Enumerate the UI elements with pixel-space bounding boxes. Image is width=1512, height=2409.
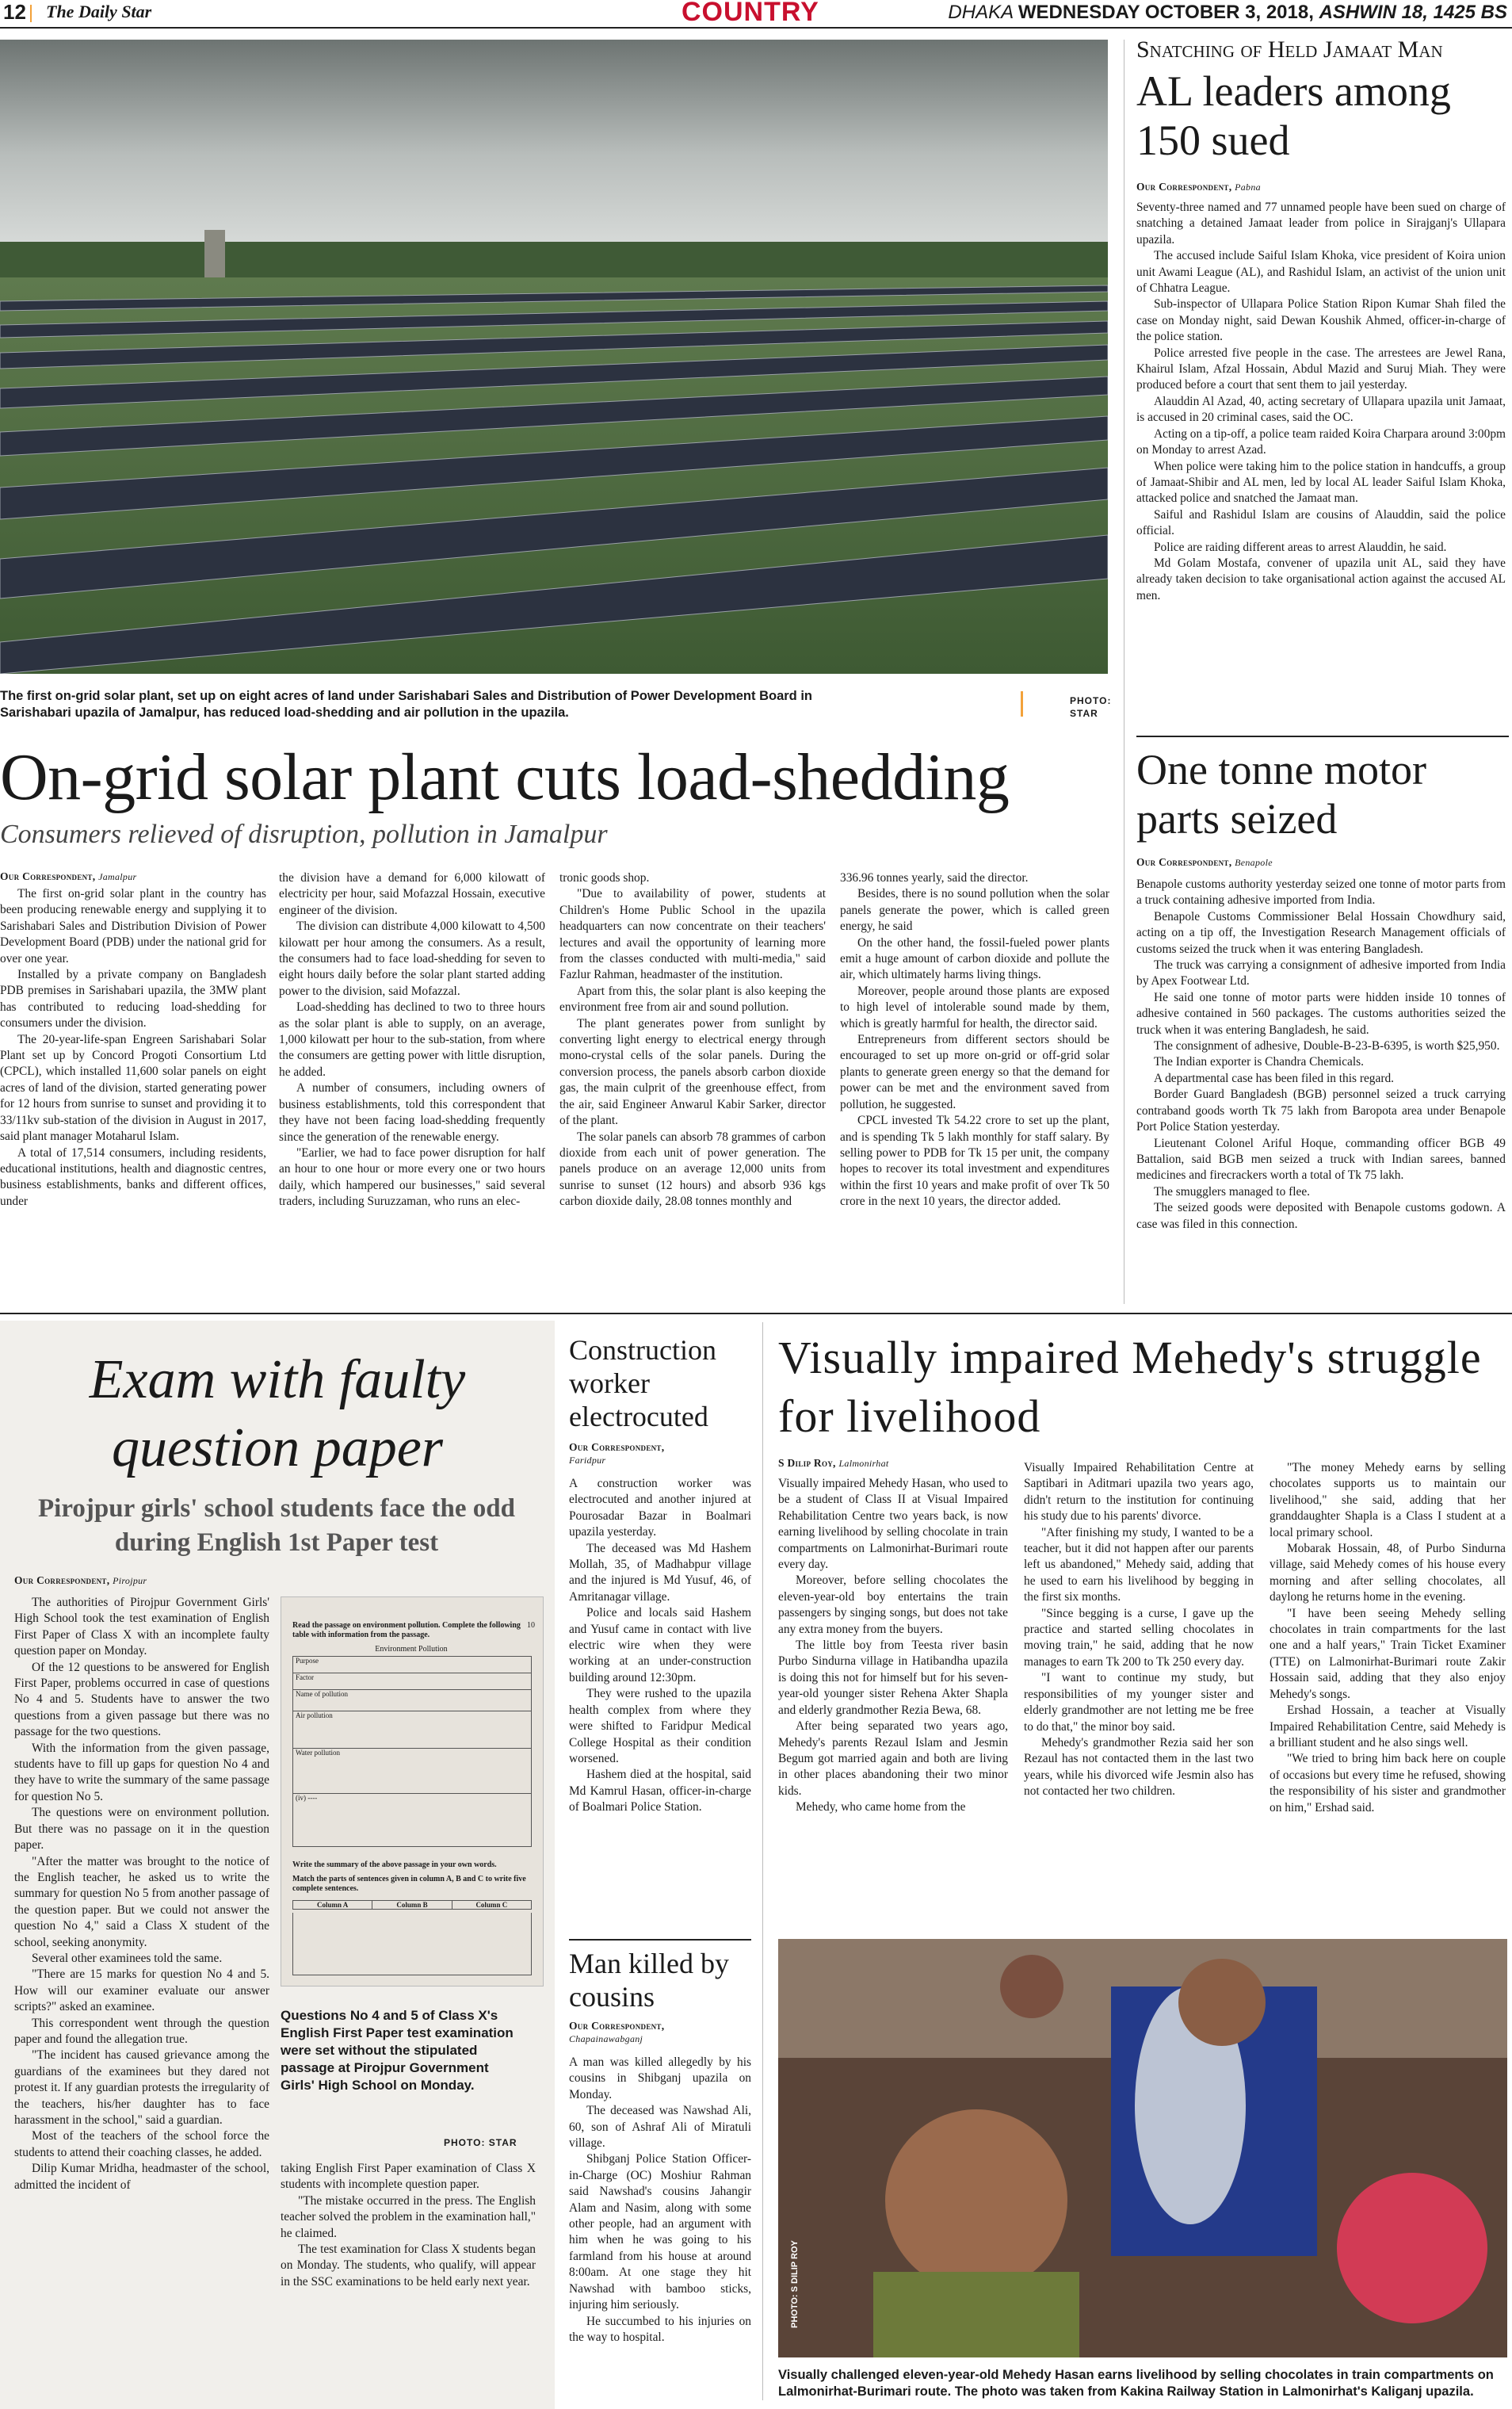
paragraph: "Earlier, we had to face power disruption for half an hour to one hour or more every one or two hours daily, which hampered our businesses," said several traders, including Suruzzaman, who runs an elec-: [279, 1145, 545, 1209]
table-row: Factor: [293, 1673, 531, 1690]
paragraph: Lieutenant Colonel Ariful Hoque, commanding officer BGB 49 Battalion, said BGB men seized a truck with Indian sarees, banned medicines and firecrackers worth a total of Tk 75 lakh.: [1136, 1136, 1506, 1183]
motor-byline: [1136, 856, 1273, 869]
solar-column-1: [0, 886, 266, 1210]
question-paper-table-title: Environment Pollution: [375, 1645, 448, 1654]
paragraph: "Since begging is a curse, I gave up the practice and started selling chocolates in moving train," he said, adding that he now manages to earn Tk 200 to Tk 250 every day.: [1024, 1606, 1254, 1669]
exam-photo-caption: Questions No 4 and 5 of Class X's English First Paper test examination were set without the stipulated passage at Pirojpur Government Girls' High School on Monday.: [281, 2008, 514, 2093]
paragraph: The 20-year-life-span Engreen Sarishabari Solar Plant set up by Concord Progoti Consortium Ltd (CPCL), which installed 11,600 solar panels on eight acres of land of the division, started generating power for 12 hours from sunrise to sunset and providing it to 33/11kv sub-station of the division in August in 2017, said plant manager Motaharul Islam.: [0, 1032, 266, 1144]
paragraph: Several other examinees told the same.: [32, 1951, 223, 1965]
paragraph: "I have been seeing Mehedy selling chocolates in train compartments for the last one and a half years," Train Ticket Examiner (TTE) on Lalmonirhat-Burimari route Zakir Hossain said, adding that they also enjoy Mehedy's songs.: [1270, 1606, 1506, 1701]
paragraph: Police arrested five people in the case. The arrestees are Jewel Rana, Khairul Islam, Afzal Hossain, Abdul Mazid and Suruj Miah. They were produced before a court that sent them to jail yesterday.: [1136, 346, 1506, 392]
paragraph: "We tried to bring him back here on couple of occasions but every time he refused, showing the responsibility of his sister and grandmother on him," Ershad said.: [1270, 1752, 1506, 1814]
paragraph: Benapole customs authority yesterday seized one tonne of motor parts from a truck containing adhesive imported from India.: [1136, 878, 1506, 908]
solar-plant-photo: [0, 40, 1108, 674]
mehedy-image: [778, 1939, 1507, 2357]
column-rule: [762, 1322, 763, 2400]
paragraph: "The money Mehedy earns by selling chocolates supports us to maintain our livelihood," she said, adding that her granddaughter Shapla is a Class I student at a local primary school.: [1270, 1461, 1506, 1539]
paragraph: Benapole Customs Commissioner Belal Hossain Chowdhury said, acting on a tip off, the Investigation Research Management officials of customs seized the truck when it was entering Bangladesh.: [1136, 909, 1506, 956]
paragraph: A number of consumers, including owners of business establishments, told this correspondent that they have not been facing load-shedding frequently since the generation of the renewable energy.: [279, 1081, 545, 1144]
paragraph: Hashem died at the hospital, said Md Kamrul Hasan, officer-in-charge of Boalmari Police Station.: [569, 1768, 751, 1814]
paragraph: Moreover, people around those plants are exposed to high level of intolerable sound made by them, which is greatly harmful for health, the director said.: [840, 984, 1109, 1031]
question-paper-marks: 10: [527, 1621, 535, 1630]
paragraph: He succumbed to his injuries on the way to hospital.: [569, 2314, 751, 2344]
paragraph: The authorities of Pirojpur Government Girls' High School took the test examination of English First Paper of Class X with an incomplete faulty question paper on Monday.: [14, 1596, 269, 1658]
paragraph: The plant generates power from sunlight by converting light energy to electrical energy through mono-crystal cells of the solar panels. During the conversion process, the panels absorb carbon dioxide gas, the main culprit of the greenhouse effect, from the air, said Engineer Anwarul Kabir Sarker, director of the plant.: [559, 1016, 826, 1128]
byline-place: Chapainawabganj: [569, 2033, 643, 2044]
byline-place: Jamalpur: [98, 871, 137, 882]
photo-credit: PHOTO: STAR: [1070, 695, 1112, 719]
paragraph: When police were taking him to the police station in handcuffs, a group of Jamaat-Shibir and AL men, led by local AL leader Saiful Islam Khoka, attacked police and snatched the Jamaat man.: [1136, 459, 1506, 506]
construction-body: [569, 1476, 751, 1816]
byline-name: Our Correspondent,: [569, 1441, 665, 1453]
solar-column-4: [840, 870, 1109, 1210]
paragraph: Alauddin Al Azad, 40, acting secretary of Ullapara upazila unit Jamaat, is accused in 20 criminal cases, said the OC.: [1136, 394, 1506, 425]
table-row: Air pollution: [293, 1711, 531, 1749]
page-separator: [0, 1313, 1512, 1314]
paragraph: "After the matter was brought to the notice of the English teacher, he asked us to write the summary for question No 5 from another passage of the question paper. But we could not answer the question No 4," said a Class X student of the school, seeking anonymity.: [14, 1854, 269, 1949]
killed-body: [569, 2055, 751, 2346]
paragraph: Shibganj Police Station Officer-in-Charge (OC) Moshiur Rahman said Nawshad's cousins Jahangir Alam and Nasim, along with some other people, had an argument with him when he was going to his farmland from his house at around 8:00am. At one stage they hit Nawshad with bamboo sticks, injuring him seriously.: [569, 2152, 751, 2312]
section-title: COUNTRY: [682, 0, 819, 27]
paragraph: He said one tonne of motor parts were hidden inside 10 tonnes of adhesive contained in 560 packages. The customs authorities seized the truck when it was entering Bangladesh, he said.: [1136, 990, 1506, 1037]
paragraph: This correspondent went through the question paper and found the allegation true.: [14, 2016, 269, 2046]
paragraph: Acting on a tip-off, a police team raided Koira Charpara around 3:00pm on Monday to arrest Azad.: [1136, 426, 1506, 457]
paragraph: Besides, there is no sound pollution when the solar panels generate the power, which is called green energy, he said: [840, 887, 1109, 934]
date-bangla: ASHWIN 18, 1425 BS: [1319, 2, 1507, 23]
paragraph: Load-shedding has declined to two to three hours as the solar plant is able to supply, on an average, 1,000 kilowatt per hour to the sub-station, from where the consumers are getting power with little disruption, he added.: [279, 1000, 545, 1079]
paragraph: The questions were on environment pollution. But there was no passage on it in the question paper.: [14, 1806, 269, 1853]
paragraph: The truck was carrying a consignment of adhesive imported from India by Apex Footwear Ltd.: [1136, 958, 1506, 988]
mehedy-column-1: [778, 1476, 1008, 1816]
table-row: Water pollution: [293, 1749, 531, 1794]
paragraph: tronic goods shop.: [559, 871, 650, 885]
dateline-header: [948, 2, 1507, 24]
paragraph: The smugglers managed to flee.: [1154, 1184, 1311, 1199]
paragraph: Police are raiding different areas to arrest Alauddin, he said.: [1154, 540, 1447, 554]
paragraph: A construction worker was electrocuted and another injured at Pourosadar Bazar in Boalmari upazila yesterday.: [569, 1477, 751, 1539]
question-paper-photo: [281, 1596, 544, 1986]
exam-headline: Exam with faulty question paper: [89, 1349, 466, 1478]
al-body: [1136, 200, 1506, 604]
paragraph: The deceased was Nawshad Ali, 60, son of Ashraf Ali of Miratuli village.: [569, 2104, 751, 2151]
byline-name: Our Correspondent,: [0, 870, 96, 882]
paragraph: Entrepreneurs from different sectors should be encouraged to set up more on-grid or off-grid solar plants to generate green energy so that the demand for power can be met and the environment saved from pollution, he suggested.: [840, 1033, 1109, 1111]
exam-byline: [14, 1574, 147, 1587]
motor-headline: One tonne motor parts seized: [1136, 746, 1426, 843]
paragraph: "Due to availability of power, students at Children's Home Public School in the upazila headquarters can now concentrate on their teachers' lectures and avail the opportunity of learning more from the classes conducted with multi-media," said Fazlur Rahman, headmaster of the institution.: [559, 887, 826, 982]
al-byline: [1136, 181, 1261, 193]
killed-headline: Man killed by cousins: [569, 1948, 729, 2013]
paragraph: Dilip Kumar Mridha, headmaster of the school, admitted the incident of: [14, 2162, 269, 2192]
solar-column-2: [279, 870, 545, 1210]
paragraph: A departmental case has been filed in this regard.: [1154, 1071, 1394, 1085]
column-header: Column C: [475, 1901, 508, 1909]
exam-column-2: [281, 2161, 536, 2290]
byline-name: Our Correspondent,: [569, 2020, 665, 2032]
paragraph: Of the 12 questions to be answered for English First Paper, problems occurred in case of questions No 4 and 5. Students have to answer the two questions from a given passage but there was no passage for the two questions.: [14, 1660, 269, 1739]
paragraph: Seventy-three named and 77 unnamed people have been sued on charge of snatching a detained Jamaat leader from police in Sirajganj's Ullapara upazila.: [1136, 201, 1506, 247]
byline-place: Pirojpur: [113, 1575, 147, 1586]
solar-photo-caption: The first on-grid solar plant, set up on eight acres of land under Sarishabari Sales and Distribution of Power Development Board in Sarishabari upazila of Jamalpur, has reduced load-shedding and air pollution in the upazila.: [0, 689, 812, 720]
paragraph: The seized goods were deposited with Benapole customs godown. A case was filed in this connection.: [1136, 1201, 1506, 1231]
table-row: Name of pollution: [293, 1690, 531, 1711]
question-paper-match-table: [292, 1913, 532, 1975]
paragraph: With the information from the given passage, students have to fill up gaps for question No 4 and they have to write the summary of the same passage for question No 5.: [14, 1741, 269, 1803]
paragraph: A total of 17,514 consumers, including residents, educational institutions, health and diagnostic centres, business establishments, banks and different offices, under: [0, 1145, 266, 1208]
paragraph: The deceased was Md Hashem Mollah, 35, of Madhabpur village and the injured is Md Yusuf, 46, of Amritanagar village.: [569, 1541, 751, 1604]
paper-name: The Daily Star: [46, 2, 152, 21]
divider: [30, 5, 32, 22]
paragraph: Sub-inspector of Ullapara Police Station Ripon Kumar Shah filed the case on Monday night, said Dewan Koushik Ahmed, officer-in-charge of the police station.: [1136, 297, 1506, 344]
paragraph: A man was killed allegedly by his cousins in Shibganj upazila on Monday.: [569, 2055, 751, 2101]
paragraph: Installed by a private company on Bangladesh PDB premises in Sarishabari upazila, the 3MW plant has contributed to reducing load-shedding for consumers under the division.: [0, 968, 266, 1031]
solar-column-3: [559, 870, 826, 1210]
paragraph: They were rushed to the upazila health complex from where they were shifted to Faridpur Medical College Hospital as their condition worsened.: [569, 1687, 751, 1765]
paragraph: Visually Impaired Rehabilitation Centre at Saptibari in Aditmari upazila two years ago, didn't return to the institution for continuing his study due to his parents' divorce.: [1024, 1461, 1254, 1524]
motor-body: [1136, 877, 1506, 1233]
paragraph: "After finishing my study, I wanted to be a teacher, but it did not happen after our parents left us abandoned," Mehedy said, adding that he used to earn his livelihood by begging in the first six months.: [1024, 1525, 1254, 1604]
byline-name: Our Correspondent,: [1136, 181, 1232, 193]
table-row: (iv) ----: [296, 1794, 318, 1802]
construction-headline: Construction worker electrocuted: [569, 1334, 716, 1432]
paragraph: the division have a demand for 6,000 kilowatt of electricity per hour, said Mofazzal Hossain, executive engineer of the division.: [279, 871, 545, 917]
solar-byline: [0, 870, 137, 883]
column-header: Column A: [293, 1901, 372, 1909]
paragraph: The consignment of adhesive, Double-B-23-B-6395, is worth $25,950.: [1154, 1039, 1500, 1053]
byline-name: Our Correspondent,: [14, 1574, 110, 1586]
paragraph: The test examination for Class X students began on Monday. The students, who qualify, will appear in the SSC examinations to be held early next year.: [281, 2243, 536, 2289]
byline-name: Our Correspondent,: [1136, 856, 1232, 868]
paragraph: Mobarak Hossain, 48, of Purbo Sindurna village, said Mehedy comes of his house every morning and after selling chocolates, all daylong he returns home in the evening.: [1270, 1542, 1506, 1604]
paragraph: Border Guard Bangladesh (BGB) personnel seized a truck carrying contraband goods worth Tk 75 lakh from Baropota area under Benapole Port Police Station yesterday.: [1136, 1088, 1506, 1134]
mehedy-photo-credit: PHOTO: S DILIP ROY: [790, 2240, 800, 2328]
byline-place: Pabna: [1235, 182, 1261, 193]
al-headline: AL leaders among 150 sued: [1136, 67, 1451, 164]
question-paper-q5: Write the summary of the above passage in your own words.: [292, 1860, 497, 1869]
mehedy-photo: [778, 1939, 1507, 2357]
paragraph: "The incident has caused grievance among the guardians of the examinees but they dared not protest it. If any guardian protests the irregularity of the teachers, his/her daughter has to face harassment in the school," said a guardian.: [14, 2048, 269, 2127]
paragraph: Moreover, before selling chocolates the eleven-year-old boy entertains the train passengers by singing songs, but does not take any extra money from the buyers.: [778, 1573, 1008, 1636]
date-main: WEDNESDAY OCTOBER 3, 2018,: [1018, 2, 1314, 23]
story-separator: [569, 1939, 751, 1941]
column-header: Column B: [372, 1901, 452, 1909]
byline-name: S Dilip Roy,: [778, 1457, 836, 1469]
solar-plant-image: [0, 40, 1108, 674]
exam-photo-credit: PHOTO: STAR: [444, 2137, 517, 2148]
exam-column-1: [14, 1595, 269, 2193]
table-row: Purpose: [293, 1657, 531, 1673]
divider: [1021, 691, 1023, 717]
question-paper-instruction: Read the passage on environment pollution. Complete the following table with information from the passage.: [292, 1621, 521, 1639]
paragraph: Ershad Hossain, a teacher at Visually Impaired Rehabilitation Centre, said Mehedy is a brilliant student and he also sings well.: [1270, 1704, 1506, 1749]
question-paper-table: [292, 1656, 532, 1847]
paragraph: The first on-grid solar plant in the country has been producing renewable energy and supplying it to Sarishabari Sales and Distribution Division of Power Development Board (PDB) under the national grid for over one year.: [0, 887, 266, 966]
paragraph: Saiful and Rashidul Islam are cousins of Alauddin, said the police official.: [1136, 507, 1506, 538]
paragraph: Mehedy's grandmother Rezia said her son Rezaul has not contacted them in the last two years, while his divorced wife Jesmin also has not contacted her two children.: [1024, 1735, 1254, 1799]
story-separator: [1136, 736, 1509, 737]
paragraph: "There are 15 marks for question No 4 and 5. How will our examiner evaluate our answer scripts?" asked an examinee.: [14, 1967, 269, 2014]
mehedy-photo-caption: Visually challenged eleven-year-old Mehedy Hasan earns livelihood by selling chocolates in train compartments on Lalmonirhat-Burimari route. The photo was taken from Kakina Railway Station in Lalmonirhat's Kaliganj upazila.: [778, 2368, 1494, 2399]
mehedy-byline: [778, 1457, 889, 1470]
mehedy-headline: Visually impaired Mehedy's struggle for livelihood: [778, 1332, 1482, 1442]
mehedy-column-3: [1270, 1460, 1506, 1816]
solar-headline: On-grid solar plant cuts load-shedding: [0, 740, 1010, 814]
exam-subhead: Pirojpur girls' school students face the odd during English 1st Paper test: [38, 1494, 515, 1557]
page-number: 12: [3, 0, 26, 24]
paragraph: The solar panels can absorb 78 grammes of carbon dioxide from each unit of power generation. The panels produce on an average 12,000 units from sunrise to sunset (12 hours) and absorb 936 kgs carbon dioxide daily, 28.08 tonnes monthly and: [559, 1130, 826, 1209]
paragraph: On the other hand, the fossil-fueled power plants emit a huge amount of carbon dioxide and pollute the air, which ultimately harms living things.: [840, 935, 1109, 982]
paragraph: The little boy from Teesta river basin Purbo Sindurna village in Hatibandha upazila is doing this not for himself but for his seven-year-old younger sister Rehena Akter Shapla and elderly grandmother Rezia Bewa, 68.: [778, 1639, 1008, 1717]
paragraph: The division can distribute 4,000 kilowatt to 4,500 kilowatt per hour among the consumers. As a result, the consumers had to face load-shedding for seven to eight hours daily before the solar plant started adding power to the division, said Mofazzal.: [279, 920, 545, 998]
paragraph: After being separated two years ago, Mehedy's parents Rezaul Islam and Jesmin Begum got married again and both are living in other places abandoning their two minor kids.: [778, 1719, 1008, 1798]
question-paper-q6: Match the parts of sentences given in column A, B and C to write five complete sentences.: [292, 1875, 526, 1893]
construction-byline: [569, 1441, 751, 1466]
paragraph: Most of the teachers of the school force the students to attend their coaching classes, he added.: [14, 2129, 269, 2159]
paragraph: Visually impaired Mehedy Hasan, who used to be a student of Class II at Visual Impaired Rehabilitation Centre two years back, is now earning livelihood by selling chocolate in train compartments on Lalmonirhat-Burimari route every day.: [778, 1477, 1008, 1572]
byline-place: Benapole: [1235, 857, 1273, 868]
paragraph: "I want to continue my study, but responsibilities of my younger sister and elderly grandmother are not letting me be free to do that," the minor boy said.: [1024, 1671, 1254, 1734]
date-prefix: DHAKA: [948, 2, 1014, 23]
paragraph: "The mistake occurred in the press. The English teacher solved the problem in the examination hall," he claimed.: [281, 2193, 536, 2240]
question-paper-columns: [292, 1900, 532, 1910]
masthead: [0, 0, 1512, 29]
byline-place: Faridpur: [569, 1455, 606, 1466]
solar-subhead: Consumers relieved of disruption, pollution in Jamalpur: [0, 820, 608, 849]
killed-byline: [569, 2020, 751, 2045]
byline-place: Lalmonirhat: [838, 1458, 889, 1469]
paragraph: Md Golam Mostafa, convener of upazila unit AL, said they have already taken decision to take organisational action against the accused AL men.: [1136, 556, 1506, 602]
paragraph: Police and locals said Hashem and Yusuf came in contact with live electric wire when they were working at an under-construction building around 12:30pm.: [569, 1606, 751, 1684]
paragraph: taking English First Paper examination of Class X students with incomplete question paper.: [281, 2162, 536, 2192]
paragraph: CPCL invested Tk 54.22 crore to set up the plant, and is spending Tk 5 lakh monthly for staff salary. By selling power to PDB for Tk 15 per unit, the company hopes to recover its total investment and expenditures within the first 10 years and make profit of over Tk 50 crore in the next 10 years, the director added.: [840, 1114, 1109, 1209]
paragraph: The accused include Saiful Islam Khoka, vice president of Koira union unit Awami League (AL), and Rashidul Islam, an activist of the union unit of Chhatra League.: [1136, 249, 1506, 296]
paragraph: Apart from this, the solar plant is also keeping the environment free from air and sound pollution.: [559, 984, 826, 1015]
paragraph: Mehedy, who came home from the: [796, 1800, 966, 1814]
al-kicker: Snatching of Held Jamaat Man: [1136, 36, 1443, 63]
mehedy-column-2: [1024, 1460, 1254, 1800]
paragraph: The Indian exporter is Chandra Chemicals.: [1154, 1055, 1364, 1069]
paragraph: 336.96 tonnes yearly, said the director.: [840, 871, 1029, 885]
